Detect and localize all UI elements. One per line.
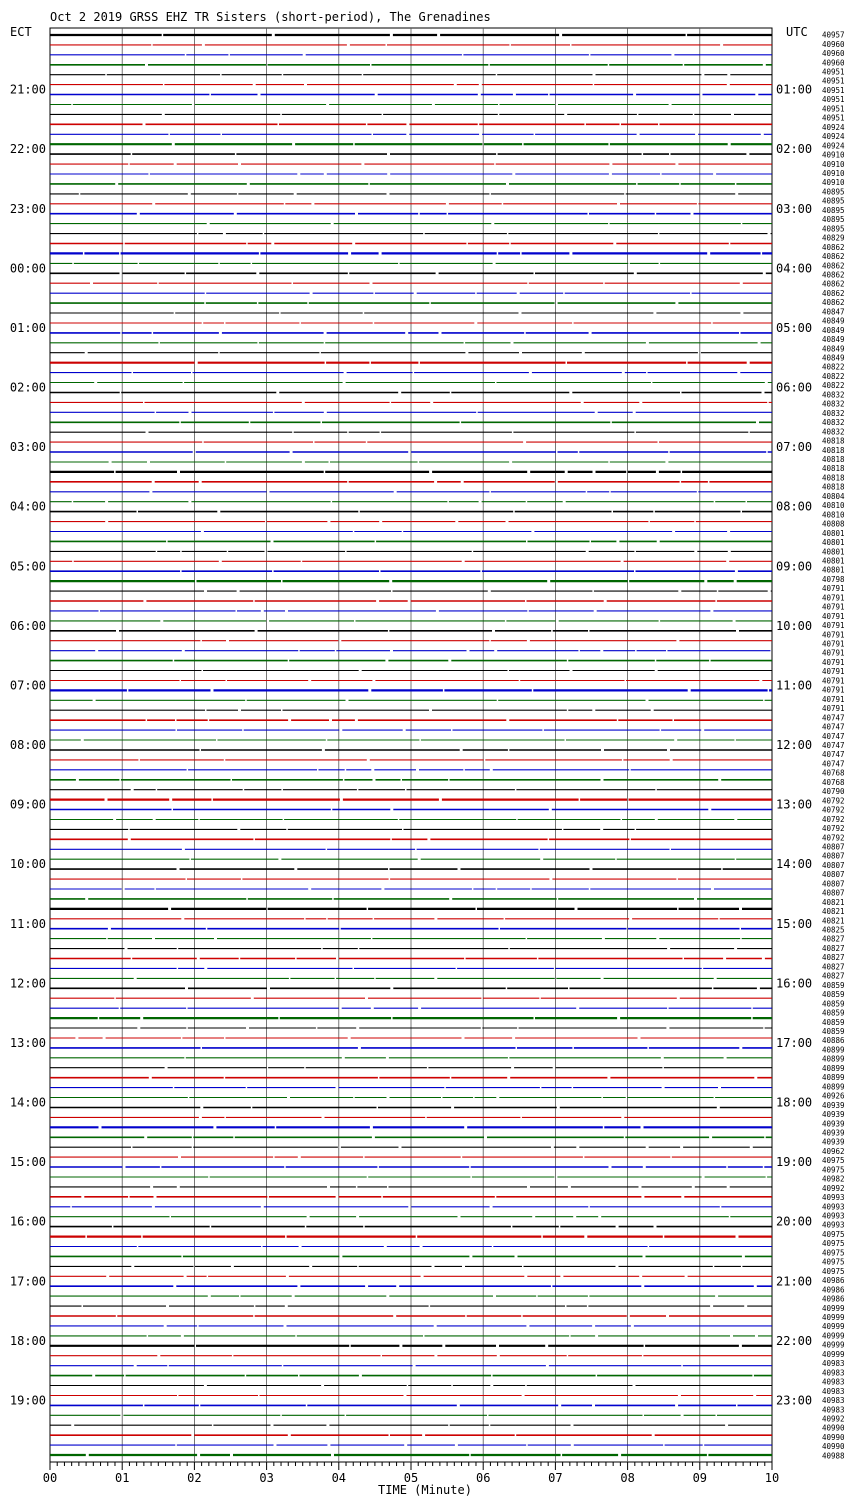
trace-value-label: 40993 (822, 1202, 845, 1212)
x-tick-label: 03 (259, 1471, 274, 1485)
trace-value-label: 40951 (822, 113, 845, 123)
trace-value-label: 40951 (822, 104, 845, 114)
trace-value-label: 40801 (822, 547, 845, 557)
trace-value-label: 40993 (822, 1211, 845, 1221)
trace-value-label: 40801 (822, 556, 845, 566)
left-hour-labels (10, 83, 46, 1408)
trace-value-label: 40801 (822, 565, 845, 575)
trace-value-label: 40975 (822, 1165, 845, 1175)
left-hour-label: 15:00 (9, 1155, 46, 1170)
trace-value-label: 40747 (822, 750, 845, 760)
trace-value-label: 40792 (822, 814, 845, 824)
trace-value-label: 40999 (822, 1313, 845, 1322)
right-hour-label: 04:00 (776, 261, 813, 276)
left-hour-label: 09:00 (9, 797, 46, 812)
left-hour-label: 03:00 (9, 440, 46, 455)
trace-value-label: 40983 (822, 1405, 845, 1415)
trace-value-label: 40827 (822, 943, 845, 953)
trace-value-label: 40859 (822, 1008, 845, 1018)
trace-value-label: 40791 (822, 667, 845, 677)
trace-value-label: 40939 (822, 1100, 845, 1110)
left-hour-label: 11:00 (9, 916, 46, 931)
trace-value-label: 40791 (822, 602, 845, 612)
trace-value-label: 40939 (822, 1137, 845, 1147)
left-hour-label: 14:00 (9, 1095, 46, 1110)
trace-value-label: 40792 (822, 833, 845, 843)
trace-value-label: 40862 (822, 242, 845, 252)
right-hour-label: 16:00 (776, 976, 813, 991)
trace-value-label: 40808 (822, 519, 845, 529)
trace-value-label: 40899 (822, 1063, 845, 1073)
left-timezone-label: ECT (10, 25, 32, 39)
left-hour-label: 04:00 (9, 499, 46, 514)
trace-value-label: 40832 (822, 390, 845, 400)
trace-value-label: 40747 (822, 741, 845, 750)
trace-value-label: 40939 (822, 1110, 845, 1120)
trace-value-label: 40859 (822, 980, 845, 990)
trace-value-label: 40975 (822, 1266, 845, 1276)
trace-value-label: 40791 (822, 657, 845, 667)
trace-value-label: 40768 (822, 768, 845, 778)
trace-value-label: 40849 (822, 316, 845, 326)
left-hour-label: 19:00 (9, 1393, 46, 1408)
trace-value-label: 40939 (822, 1128, 845, 1138)
trace-value-label: 40807 (822, 842, 845, 852)
trace-value-label: 40818 (822, 473, 845, 483)
right-hour-label: 05:00 (776, 320, 813, 335)
trace-value-label: 40993 (822, 1193, 845, 1203)
trace-value-label: 40807 (822, 888, 845, 898)
left-hour-label: 10:00 (9, 857, 46, 872)
right-hour-label: 07:00 (776, 440, 813, 455)
right-hour-labels (776, 83, 812, 1408)
trace-value-label: 40847 (822, 307, 845, 317)
trace-value-label: 40895 (822, 205, 845, 215)
trace-value-label: 40999 (822, 1340, 845, 1350)
trace-value-label: 40924 (822, 122, 845, 132)
trace-value-label: 40792 (822, 796, 845, 806)
trace-value-label: 40895 (822, 196, 845, 206)
trace-value-label: 40975 (822, 1257, 845, 1267)
trace-value-label: 40825 (822, 925, 845, 935)
trace-value-label: 40818 (822, 455, 845, 464)
trace-value-label: 40791 (822, 593, 845, 603)
right-hour-label: 02:00 (776, 142, 813, 157)
trace-value-label: 40747 (822, 731, 845, 741)
trace-value-label: 40791 (822, 685, 845, 695)
trace-value-label: 40791 (822, 694, 845, 704)
trace-value-label: 40807 (822, 851, 845, 861)
x-tick-label: 05 (403, 1471, 419, 1485)
trace-value-label: 40807 (822, 879, 845, 889)
trace-value-label: 40895 (822, 187, 845, 197)
left-hour-label: 00:00 (9, 261, 46, 276)
trace-value-label: 40975 (822, 1248, 845, 1258)
trace-value-label: 40818 (822, 445, 845, 455)
trace-value-label: 40791 (822, 630, 845, 640)
trace-value-label: 40768 (822, 777, 845, 787)
trace-value-label: 40827 (822, 953, 845, 963)
right-hour-label: 17:00 (776, 1035, 813, 1050)
trace-value-label: 40822 (822, 381, 845, 391)
trace-value-label: 40924 (822, 132, 845, 142)
trace-value-label: 40827 (822, 971, 845, 981)
right-hour-label: 08:00 (776, 499, 813, 514)
right-hour-label: 11:00 (776, 678, 813, 693)
right-timezone-label: UTC (786, 25, 808, 39)
trace-value-label: 40983 (822, 1386, 845, 1396)
x-tick-label: 02 (187, 1471, 202, 1485)
right-hour-label: 21:00 (776, 1274, 813, 1289)
trace-value-label: 40990 (822, 1432, 845, 1442)
trace-value-label: 40801 (822, 528, 845, 538)
trace-value-label: 40960 (822, 58, 845, 68)
trace-value-label: 40999 (822, 1349, 845, 1359)
trace-value-label: 40975 (822, 1229, 845, 1239)
trace-value-label: 40895 (822, 215, 845, 225)
trace-value-label: 40982 (822, 1174, 845, 1184)
right-hour-label: 15:00 (776, 916, 813, 931)
trace-value-label: 40818 (822, 482, 845, 492)
left-hour-label: 07:00 (9, 678, 46, 693)
trace-value-label: 40791 (822, 639, 845, 649)
trace-value-label: 40988 (822, 1451, 845, 1461)
x-axis (43, 1462, 779, 1485)
left-hour-label: 08:00 (9, 738, 46, 752)
trace-value-label: 40886 (822, 1036, 845, 1046)
trace-value-label: 40791 (822, 676, 845, 686)
right-hour-label: 14:00 (776, 857, 813, 872)
x-axis-label: TIME (Minute) (378, 1483, 472, 1497)
trace-value-label: 40801 (822, 538, 845, 548)
trace-value-label: 40822 (822, 371, 845, 381)
trace-value-label: 40807 (822, 860, 845, 870)
right-hour-label: 19:00 (776, 1155, 813, 1170)
right-hour-label: 01:00 (776, 82, 813, 97)
trace-value-label: 40818 (822, 436, 845, 446)
left-hour-label: 21:00 (9, 82, 46, 97)
right-hour-label: 18:00 (776, 1095, 813, 1110)
trace-value-label: 40804 (822, 491, 845, 501)
left-hour-label: 22:00 (9, 142, 46, 157)
trace-value-label: 40747 (822, 759, 845, 769)
x-tick-label: 06 (475, 1471, 491, 1485)
trace-value-label: 40910 (822, 159, 845, 169)
trace-value-label: 40827 (822, 962, 845, 972)
right-hour-label: 09:00 (776, 559, 813, 574)
right-hour-label: 22:00 (776, 1333, 813, 1348)
trace-value-label: 40791 (822, 621, 845, 631)
left-hour-label: 12:00 (9, 976, 46, 991)
trace-value-label: 40821 (822, 907, 845, 917)
trace-value-label: 40859 (822, 999, 845, 1009)
left-hour-label: 06:00 (9, 618, 46, 633)
trace-value-label: 40859 (822, 1027, 845, 1036)
trace-value-label: 40926 (822, 1091, 845, 1101)
trace-value-label: 40849 (822, 353, 845, 363)
trace-value-label: 40832 (822, 418, 845, 428)
trace-value-label: 40791 (822, 584, 845, 594)
right-hour-label: 06:00 (776, 380, 813, 395)
trace-value-label: 40951 (822, 85, 845, 95)
trace-value-label: 40849 (822, 325, 845, 335)
trace-value-label: 40895 (822, 224, 845, 234)
chart-title: Oct 2 2019 GRSS EHZ TR Sisters (short-period), The Grenadines (50, 10, 491, 24)
trace-value-label: 40992 (822, 1183, 845, 1193)
trace-value-label: 40792 (822, 805, 845, 815)
x-tick-label: 04 (331, 1471, 347, 1485)
right-hour-label: 12:00 (776, 738, 813, 752)
trace-value-label: 40983 (822, 1377, 845, 1387)
trace-value-label: 40960 (822, 49, 845, 59)
trace-value-label: 40832 (822, 399, 845, 409)
trace-value-label: 40910 (822, 169, 845, 178)
trace-value-label: 40862 (822, 261, 845, 271)
right-hour-label: 10:00 (776, 618, 813, 633)
trace-value-label: 40849 (822, 335, 845, 345)
trace-value-label: 40910 (822, 178, 845, 188)
left-hour-label: 01:00 (9, 320, 46, 335)
x-tick-label: 08 (620, 1471, 635, 1485)
left-hour-label: 05:00 (9, 559, 46, 574)
trace-value-label: 40899 (822, 1054, 845, 1064)
trace-value-label: 40899 (822, 1082, 845, 1092)
x-tick-label: 10 (764, 1471, 780, 1485)
trace-value-label: 40862 (822, 298, 845, 308)
trace-value-label: 40859 (822, 990, 845, 1000)
trace-value-label: 40899 (822, 1045, 845, 1055)
x-tick-label: 01 (114, 1471, 130, 1485)
trace-value-label: 40986 (822, 1294, 845, 1304)
trace-value-label: 40999 (822, 1303, 845, 1313)
trace-value-label: 40810 (822, 510, 845, 520)
trace-value-label: 40999 (822, 1331, 845, 1341)
left-hour-label: 13:00 (9, 1035, 46, 1050)
trace-value-label: 40983 (822, 1368, 845, 1378)
trace-value-label: 40822 (822, 362, 845, 372)
trace-value-label: 40990 (822, 1442, 845, 1452)
x-tick-label: 07 (548, 1471, 563, 1485)
trace-value-label: 40791 (822, 648, 845, 658)
trace-value-label: 40810 (822, 501, 845, 511)
trace-value-label: 40832 (822, 427, 845, 437)
trace-value-label: 40791 (822, 704, 845, 714)
trace-value-label: 40829 (822, 233, 845, 243)
trace-value-label: 40859 (822, 1017, 845, 1027)
trace-value-label: 40821 (822, 916, 845, 926)
x-tick-label: 09 (692, 1471, 708, 1485)
right-hour-label: 03:00 (776, 201, 813, 216)
trace-value-label: 40849 (822, 344, 845, 354)
trace-value-label: 40798 (822, 574, 845, 584)
trace-value-label: 40862 (822, 270, 845, 280)
trace-value-label: 40924 (822, 141, 845, 151)
trace-value-label: 40983 (822, 1359, 845, 1369)
trace-value-label: 40862 (822, 252, 845, 262)
trace-value-label: 40747 (822, 713, 845, 723)
trace-value-label: 40960 (822, 39, 845, 49)
x-tick-label: 00 (42, 1471, 58, 1485)
trace-value-label: 40791 (822, 611, 845, 621)
trace-value-label: 40862 (822, 288, 845, 298)
trace-value-label: 40832 (822, 408, 845, 418)
trace-value-label: 40957 (822, 30, 845, 40)
left-hour-label: 16:00 (9, 1214, 46, 1229)
trace-value-label: 40951 (822, 95, 845, 105)
trace-value-label: 40992 (822, 1414, 845, 1424)
right-hour-label: 20:00 (776, 1214, 813, 1229)
trace-value-label: 40827 (822, 934, 845, 944)
trace-value-label: 40990 (822, 1423, 845, 1433)
trace-value-label: 40983 (822, 1396, 845, 1406)
trace-value-label: 40818 (822, 464, 845, 474)
trace-value-label: 40962 (822, 1146, 845, 1156)
trace-value-label: 40899 (822, 1073, 845, 1083)
trace-value-label: 40807 (822, 870, 845, 880)
trace-value-label: 40986 (822, 1285, 845, 1295)
trace-value-label: 40939 (822, 1119, 845, 1129)
trace-value-label: 40862 (822, 279, 845, 289)
trace-value-label: 40910 (822, 150, 845, 160)
trace-value-label: 40747 (822, 722, 845, 732)
left-hour-label: 18:00 (9, 1333, 46, 1348)
left-hour-label: 17:00 (9, 1274, 46, 1289)
trace-value-label: 40951 (822, 67, 845, 77)
trace-value-label: 40975 (822, 1239, 845, 1249)
trace-value-labels (822, 31, 845, 1461)
trace-value-label: 40792 (822, 824, 845, 834)
left-hour-label: 23:00 (9, 201, 46, 216)
trace-value-label: 40993 (822, 1220, 845, 1230)
trace-value-label: 40790 (822, 787, 845, 797)
left-hour-label: 02:00 (9, 380, 46, 395)
right-hour-label: 13:00 (776, 797, 813, 812)
right-hour-label: 23:00 (776, 1393, 813, 1408)
trace-value-label: 40951 (822, 76, 845, 86)
trace-value-label: 40975 (822, 1156, 845, 1166)
trace-value-label: 40821 (822, 897, 845, 907)
trace-value-label: 40986 (822, 1276, 845, 1286)
trace-value-label: 40999 (822, 1322, 845, 1332)
